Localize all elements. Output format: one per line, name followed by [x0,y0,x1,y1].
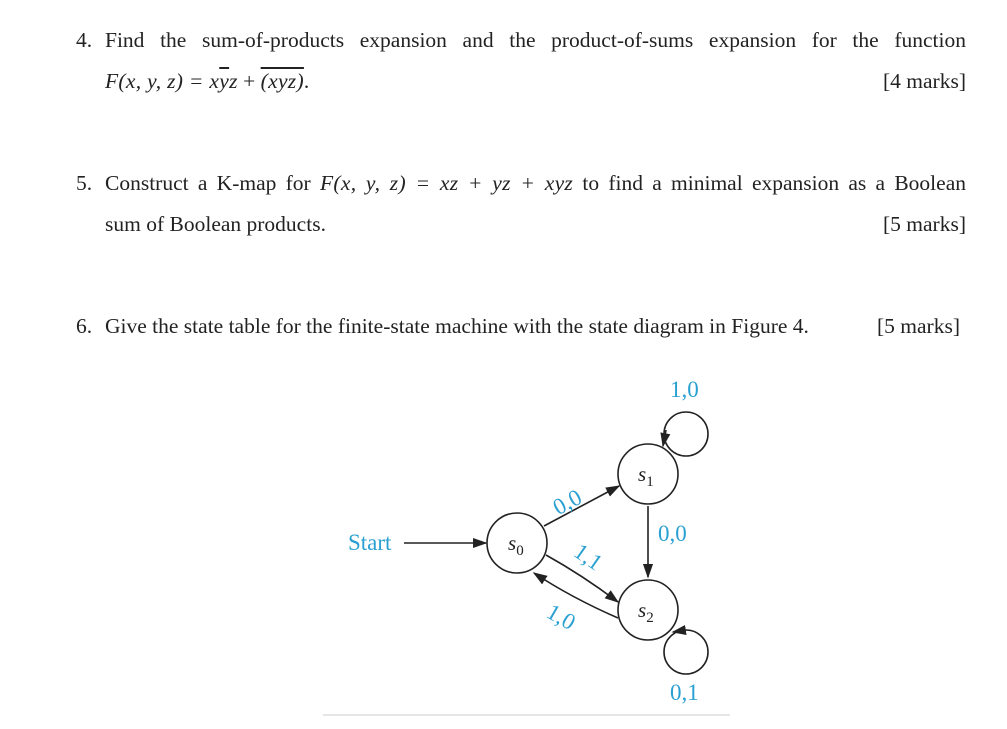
question-5 [76,163,966,245]
state-s2-name: s [638,598,647,622]
formula-term-ybar: $\overline{y}$ [219,69,230,93]
transition-label: 0,0 [548,484,586,520]
state-s0-name: s [508,531,517,555]
question-number: 6. [76,314,93,338]
question-6 [76,306,966,347]
question-formula: F(x, y, z) = xz + yz + xyz [319,171,574,195]
formula-term-x: x [209,69,220,93]
transition-s0-s2 [546,538,618,602]
state-s2-sub: 2 [646,610,654,626]
state-s0 [487,513,547,573]
transition-label: 1,0 [670,377,699,402]
transition-label: 1,0 [542,598,580,635]
question-text-line2: sum of Boolean products. [105,212,326,236]
question-marks: [4 marks] [883,69,966,93]
question-formula [105,61,966,102]
formula-term-z: z [229,69,238,93]
formula-lhs: F(x, y, z) = [105,69,210,93]
question-text [105,163,966,204]
transition-label: 1,1 [569,538,608,576]
transition-label: 0,1 [670,680,699,705]
question-text: Give the state table for the finite-state machine with the state diagram in Figure 4. [105,314,809,338]
question-4 [76,20,966,102]
state-s1-sub: 1 [646,474,654,490]
question-number: 4. [76,28,93,52]
transition-s2-s2 [664,630,708,705]
question-marks: [5 marks] [883,212,966,236]
state-s2 [618,580,678,640]
state-diagram [320,370,740,720]
transition-s1-s1 [663,377,708,456]
state-s1 [618,444,678,504]
transition-label: 0,0 [658,521,687,546]
question-text-pre: Construct a K-map for [105,171,320,195]
question-text: Find the sum-of-products expansion and the product-of-sums expansion for the function [105,28,966,52]
start-label: Start [348,530,392,555]
transition-s0-s1 [544,484,619,526]
question-marks: [5 marks] [877,314,960,338]
formula-term-xyz-bar: (xyz) [260,69,304,93]
formula-plus: + [237,69,261,93]
question-text-post: to find a minimal expansion as a Boolean [573,171,966,195]
state-s1-name: s [638,462,647,486]
formula-end: . [303,69,310,93]
state-s0-sub: 0 [516,543,524,559]
question-number: 5. [76,171,93,195]
transition-s2-s0 [534,573,618,635]
transition-s1-s2 [648,506,687,577]
